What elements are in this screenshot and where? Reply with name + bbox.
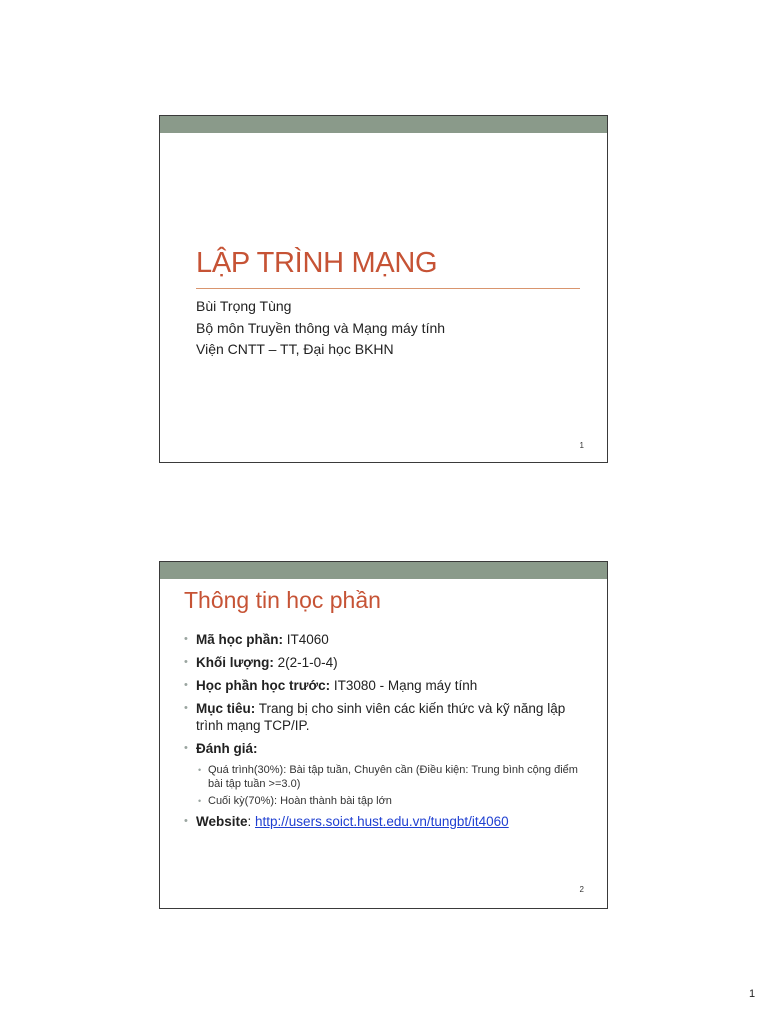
item-label: Mã học phần:	[196, 632, 283, 647]
item-label: Học phần học trước:	[196, 678, 331, 693]
list-item	[184, 677, 594, 694]
item-value: 2(2-1-0-4)	[273, 655, 338, 670]
sub-item-text: Quá trình(30%): Bài tập tuần, Chuyên cần (Điều kiện: Trung bình cộng điểm bài tập tuần >=3.0)	[208, 764, 578, 790]
list-item-website	[184, 813, 594, 830]
author-name: Bùi Trọng Tùng	[196, 298, 292, 314]
slide-title: LẬP TRÌNH MẠNG	[196, 247, 438, 279]
list-item	[184, 740, 594, 757]
bullet-icon: •	[184, 656, 188, 668]
sub-item-text: Cuối kỳ(70%): Hoàn thành bài tập lớn	[208, 795, 392, 807]
slide-number: 2	[579, 885, 584, 894]
item-label: Khối lượng:	[196, 655, 274, 670]
list-item	[184, 654, 594, 671]
slide-1	[159, 115, 608, 463]
slide-header-bar	[160, 116, 607, 133]
website-link[interactable]: http://users.soict.hust.edu.vn/tungbt/it4060	[255, 814, 509, 829]
list-item	[184, 631, 594, 648]
bullet-icon: •	[184, 702, 188, 714]
separator: :	[247, 814, 256, 829]
bullet-icon: •	[184, 633, 188, 645]
slide-title: Thông tin học phần	[184, 587, 381, 613]
bullet-icon: •	[184, 679, 188, 691]
author-info	[196, 296, 445, 361]
title-underline	[196, 288, 580, 289]
slide-2	[159, 561, 608, 909]
institute: Viện CNTT – TT, Đại học BKHN	[196, 341, 394, 357]
bullet-icon: •	[184, 815, 188, 827]
bullet-icon: •	[198, 796, 202, 806]
slide-header-bar	[160, 562, 607, 579]
sub-item	[198, 763, 594, 791]
bullet-icon: •	[184, 742, 188, 754]
page-number: 1	[749, 988, 756, 1000]
department: Bộ môn Truyền thông và Mạng máy tính	[196, 319, 446, 336]
slide-number: 1	[579, 441, 584, 450]
item-label: Đánh giá:	[196, 741, 258, 756]
item-label: Website	[196, 814, 248, 829]
item-value: IT3080 - Mạng máy tính	[330, 678, 478, 693]
item-label: Mục tiêu:	[196, 701, 256, 716]
sub-item	[198, 794, 594, 808]
item-value: IT4060	[283, 632, 329, 647]
course-info-list	[184, 631, 594, 836]
bullet-icon: •	[198, 765, 202, 775]
item-value: Trang bị cho sinh viên các kiến thức và kỹ năng lập trình mạng TCP/IP.	[196, 701, 566, 733]
list-item	[184, 700, 594, 734]
